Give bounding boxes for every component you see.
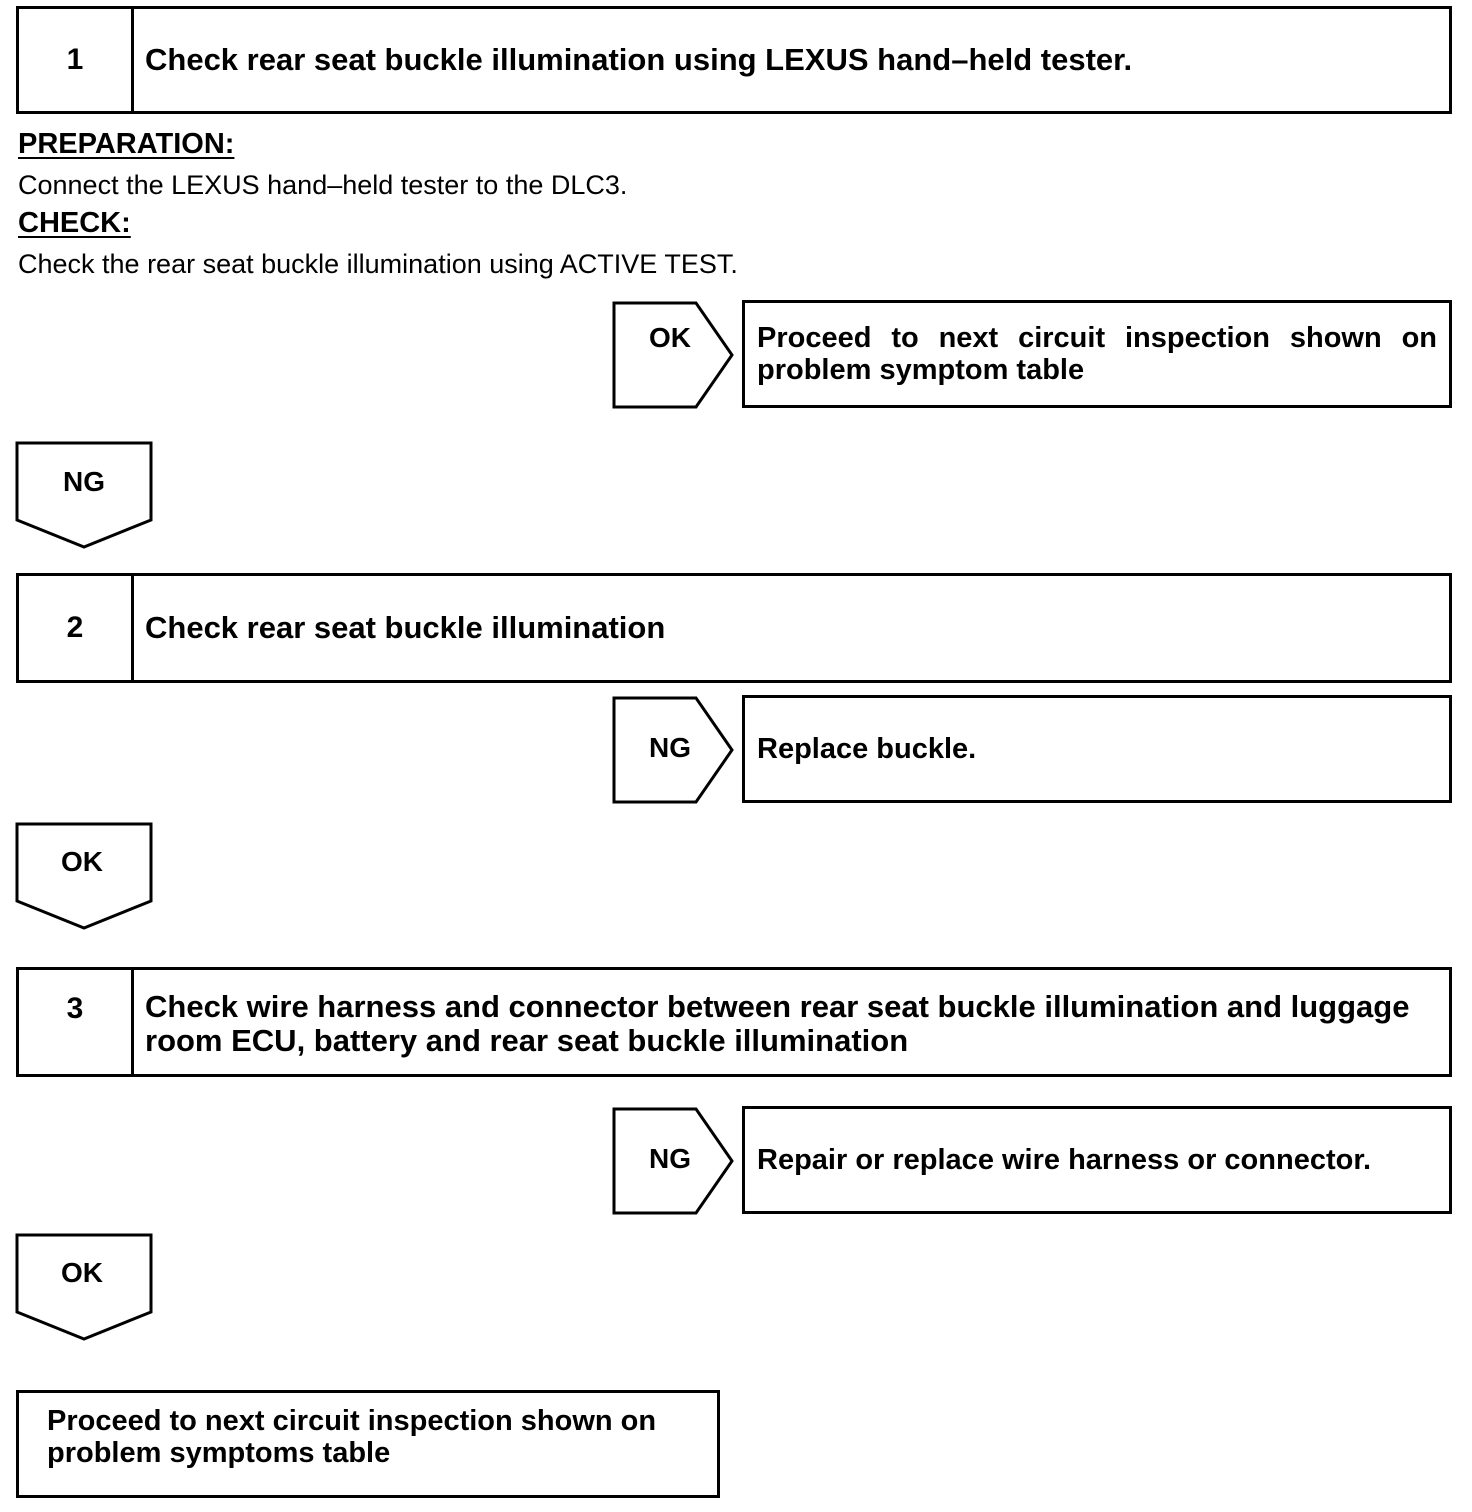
check-text: Check the rear seat buckle illumination using ACTIVE TEST.	[18, 249, 738, 279]
step-2-title: Check rear seat buckle illumination	[145, 610, 666, 645]
ng-right-label-2: NG	[649, 732, 691, 763]
step-1-title: Check rear seat buckle illumination using LEXUS hand–held tester.	[145, 42, 1133, 77]
step-1-number: 1	[19, 9, 134, 111]
step-3-title: Check wire harness and connector between rear seat buckle illumination and luggage room ECU, battery and rear seat buckle illumination	[145, 989, 1410, 1058]
check-label: CHECK:	[18, 207, 131, 239]
result-text-3: Repair or replace wire harness or connector.	[757, 1144, 1372, 1176]
result-box-3	[742, 1106, 1452, 1214]
ng-right-label-3: NG	[649, 1143, 691, 1174]
result-text-2: Replace buckle.	[757, 733, 977, 765]
result-text-1: Proceed to next circuit inspection shown on problem symptom table	[757, 322, 1437, 386]
ok-right-label-1: OK	[649, 322, 691, 353]
step-3-number: 3	[19, 970, 134, 1074]
ok-right-arrow-1	[612, 301, 736, 409]
ok-down-label-3: OK	[61, 1257, 103, 1288]
step-2-box	[16, 573, 1452, 683]
result-box-2	[742, 695, 1452, 803]
step-1-box	[16, 6, 1452, 114]
result-box-1	[742, 300, 1452, 408]
ok-down-label-2: OK	[61, 846, 103, 877]
ng-down-label-1: NG	[63, 466, 105, 497]
final-result-box	[16, 1390, 720, 1498]
step-3-box	[16, 967, 1452, 1077]
final-result-text: Proceed to next circuit inspection shown on problem symptoms table	[47, 1405, 657, 1469]
step-2-number: 2	[19, 576, 134, 680]
preparation-label: PREPARATION:	[18, 128, 235, 160]
preparation-text: Connect the LEXUS hand–held tester to the DLC3.	[18, 170, 628, 200]
